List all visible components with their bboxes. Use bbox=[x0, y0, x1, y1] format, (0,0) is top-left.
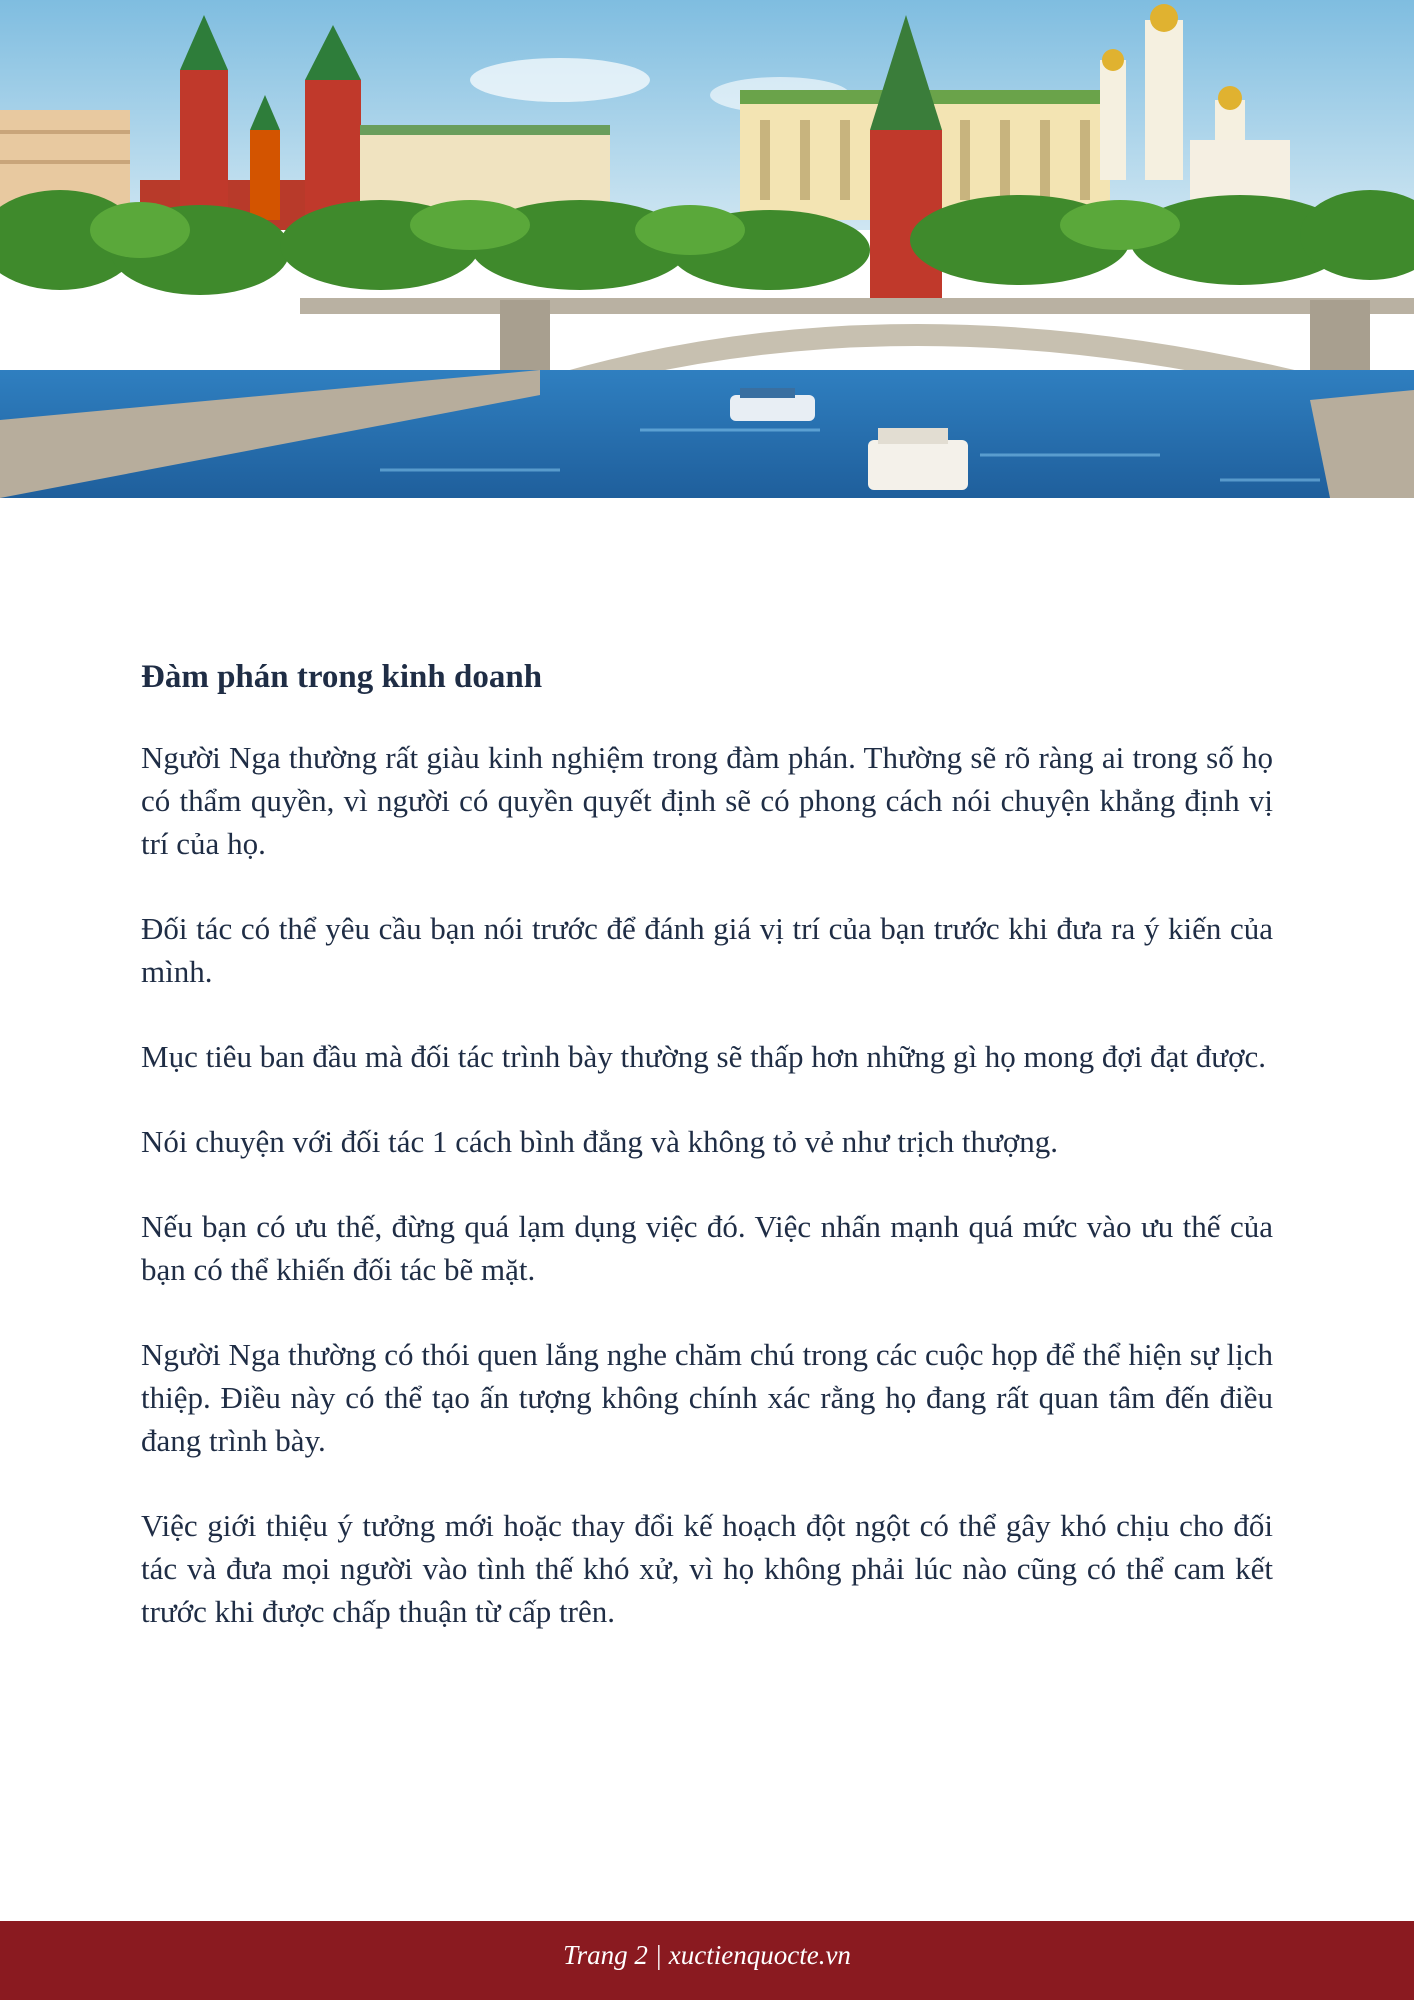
article-heading: Đàm phán trong kinh doanh bbox=[141, 659, 543, 695]
article-paragraph: Mục tiêu ban đầu mà đối tác trình bày thường sẽ thấp hơn những gì họ mong đợi đạt được. bbox=[141, 1039, 1267, 1074]
article-paragraph: Nếu bạn có ưu thế, đừng quá lạm dụng việc đó. Việc nhấn mạnh quá mức vào ưu thế của bạn có thể khiến đối tác bẽ mặt. bbox=[141, 1209, 1273, 1287]
article bbox=[141, 652, 1273, 1675]
article-paragraph: Đối tác có thể yêu cầu bạn nói trước để đánh giá vị trí của bạn trước khi đưa ra ý kiến của mình. bbox=[141, 911, 1273, 989]
page-footer bbox=[0, 1921, 1414, 2000]
footer-text: Trang 2 | xuctienquocte.vn bbox=[563, 1940, 851, 1970]
article-paragraph: Việc giới thiệu ý tưởng mới hoặc thay đổi kế hoạch đột ngột có thể gây khó chịu cho đối tác và đưa mọi người vào tình thế khó xử, vì họ không phải lúc nào cũng có thể cam kết trước khi được chấp thuận từ cấp trên. bbox=[141, 1508, 1273, 1629]
article-paragraph: Người Nga thường có thói quen lắng nghe chăm chú trong các cuộc họp để thể hiện sự lịch thiệp. Điều này có thể tạo ấn tượng không chính xác rằng họ đang rất quan tâm đến điều đang trình bày. bbox=[141, 1337, 1273, 1458]
article-paragraph: Người Nga thường rất giàu kinh nghiệm trong đàm phán. Thường sẽ rõ ràng ai trong số họ có thẩm quyền, vì người có quyền quyết định sẽ có phong cách nói chuyện khẳng định vị trí của họ. bbox=[141, 740, 1273, 861]
hero-image bbox=[0, 0, 1414, 498]
article-paragraph: Nói chuyện với đối tác 1 cách bình đẳng và không tỏ vẻ như trịch thượng. bbox=[141, 1124, 1058, 1159]
